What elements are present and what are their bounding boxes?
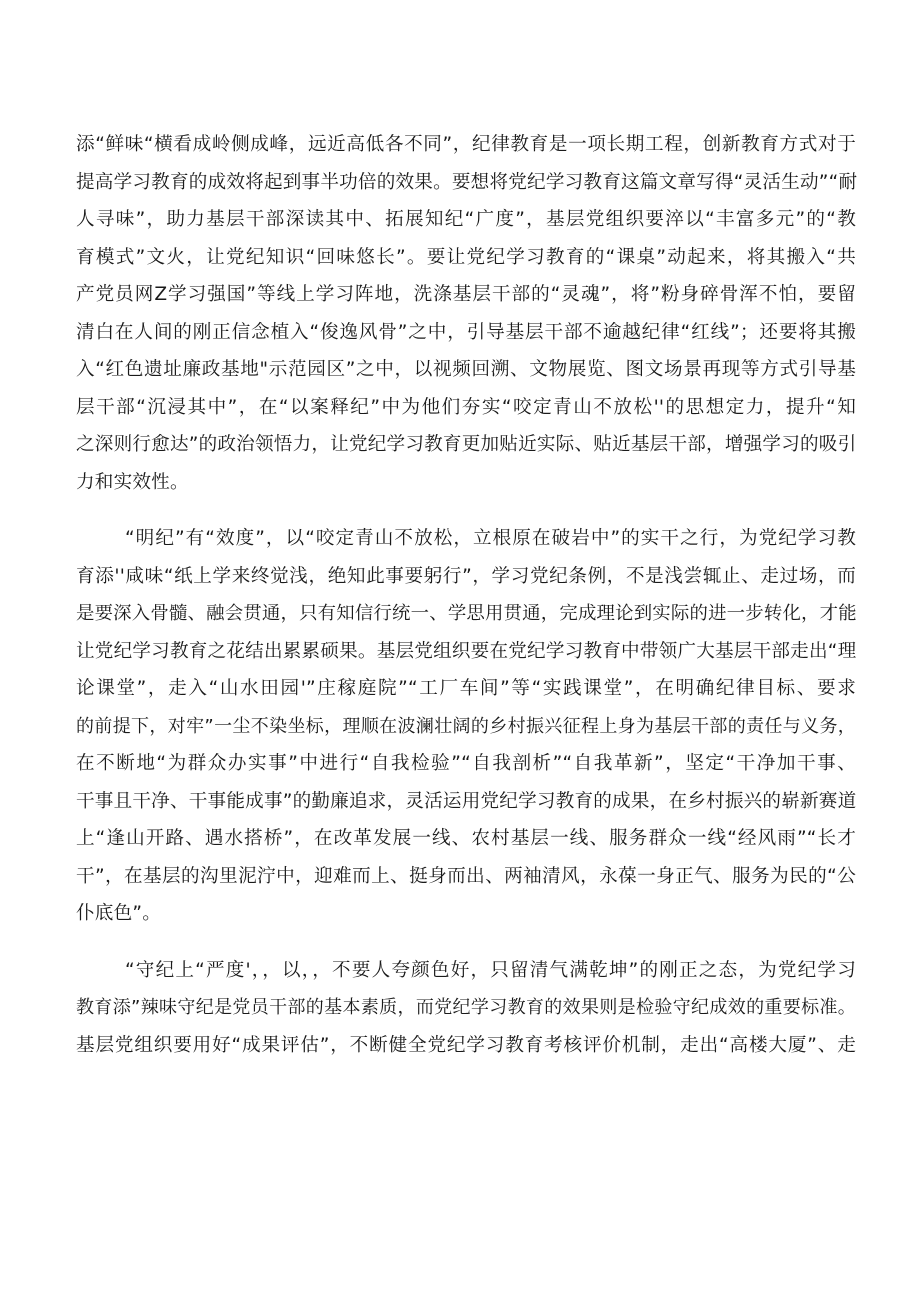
text-line: 之深则行愈达”的政治领悟力，让党纪学习教育更加贴近实际、贴近基层干部，增强学习的吸引 [76,434,857,455]
text-line: 层干部“沉浸其中”，在“以案释纪”中为他们夯实“咬定青山不放松''的思想定力，提升“知 [76,396,856,418]
text-line: 让党纪学习教育之花结出累累硕果。基层党组织要在党纪学习教育中带领广大基层干部走出“理 [76,640,857,662]
paragraph [76,952,856,1065]
document-body [76,126,856,1064]
text-line: 人寻味”，助力基层干部深读其中、拓展知纪“广度”，基层党组织要淬以“丰富多元”的“教 [76,209,856,230]
paragraph-spacer [76,501,856,520]
text-line: 教育添”辣味守纪是党员干部的基本素质，而党纪学习教育的效果则是检验守纪成效的重要标准。 [76,997,856,1018]
text-line: “明纪”有“效度”，以“咬定青山不放松，立根原在破岩中”的实干之行，为党纪学习教 [125,528,856,549]
paragraph [76,126,856,501]
text-line: 添“鲜味“横看成岭侧成峰，远近高低各不同”，纪律教育是一项长期工程，创新教育方式对于 [76,134,856,155]
text-line: 育添''咸味“纸上学来终觉浅，绝知此事要躬行”，学习党纪条例，不是浅尝辄止、走过场，而 [76,565,856,587]
paragraph-spacer [76,933,856,952]
text-line: 干”，在基层的沟里泥泞中，迎难而上、挺身而出、两袖清风，永葆一身正气、服务为民的“公 [76,865,856,887]
text-line: 力和实效性。 [76,471,189,493]
text-line: 在不断地“为群众办实事”中进行“自我检验”“自我剖析”“自我革新”，坚定“干净加干事、 [76,753,856,774]
text-line: 论课堂”，走入“山水田园'”庄稼庭院”“工厂车间”等“实践课堂”，在明确纪律目标、要求 [76,678,856,699]
text-line: “守纪上“严度'，，以，，不要人夸颜色好，只留清气满乾坤”的刚正之态，为党纪学习 [125,959,856,981]
text-line: 的前提下，对牢”一尘不染坐标，理顺在波澜壮阔的乡村振兴征程上身为基层干部的责任与义务， [76,715,856,737]
text-line: 是要深入骨髓、融会贯通，只有知信行统一、学思用贯通，完成理论到实际的进一步转化，才能 [76,603,857,624]
text-line: 干事且干净、干事能成事”的勤廉追求，灵活运用党纪学习教育的成果，在乡村振兴的崭新赛道 [76,790,857,812]
text-line: 产党员网Z学习强国”等线上学习阵地，洗涤基层干部的“灵魂”，将”粉身碎骨浑不怕，要留 [76,284,856,305]
text-line: 入“红色遗址廉政基地"示范园区”之中，以视频回溯、文物展览、图文场景再现等方式引导基 [76,359,856,380]
text-line: 清白在人间的刚正信念植入“俊逸风骨”之中，引导基层干部不逾越纪律“红线”；还要将其搬 [76,321,856,343]
text-line: 提高学习教育的成效将起到事半功倍的效果。要想将党纪学习教育这篇文章写得“灵活生动”“耐 [76,171,858,193]
paragraph [76,520,856,933]
text-line: 育模式”文火，让党纪知识“回味悠长”。要让党纪学习教育的“课桌”动起来，将其搬入“共 [76,246,856,268]
text-line: 基层党组织要用好“成果评估”，不断健全党纪学习教育考核评价机制，走出“高楼大厦”、走 [76,1034,856,1056]
text-line: 仆底色”。 [76,903,162,924]
text-line: 上“逢山开路、遇水搭桥”，在改革发展一线、农村基层一线、服务群众一线“经风雨”“长才 [76,828,856,849]
